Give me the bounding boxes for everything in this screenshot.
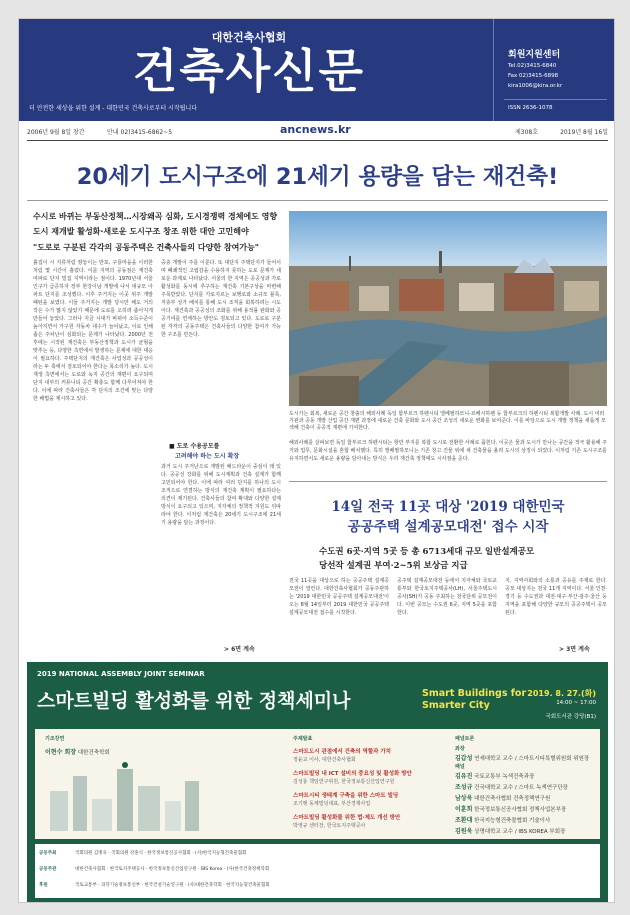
photo-caption: 도시가는 회복, 새로운 공간 창출의 해외사례 독일 함부르크 하펜시티 엘베필하모니-르베시하펜 등 함부르크의 하펜시티 복합개발 사례. 도시 여러 기관과 공동 개발 산업 공간 재편 과정에 새로운 건축 문화와 도시 공간 조성의 새로운 변화를 보여준다. 이를 바탕으로 도시 개발 정책을 새롭게 모색해 건축이 공공적 재편에 기여한다.	[289, 411, 606, 431]
panelist-name: 김원욱	[455, 828, 473, 835]
ad-title-en-line2: Smarter City	[422, 700, 490, 711]
member-support-title: 회원지원센터	[508, 50, 561, 60]
panelist-org: 한국지능형건축물협회 기술이사	[474, 818, 551, 824]
panelist-name: 조성규	[455, 784, 473, 791]
slogan: 더 안전한 세상을 위한 설계 - 대한민국 건축사로부터 시작됩니다	[29, 105, 198, 112]
second-headline-1: 14일 전국 11곳 대상 '2019 대한민국	[331, 499, 565, 515]
ad-title-english	[422, 688, 526, 712]
divider	[27, 200, 608, 201]
second-column-3: 지, 지역사회와의 소통과 공유를 주제로 한다. 공모 대상지는 전국 11개 지역이다. 서울·인천·경기 등 수도권과 대전·대구·부산·광주·울산 등 지역을 포함해 다양한 규모의 공공주택이 공모된다.	[505, 578, 607, 616]
panelist	[455, 804, 566, 813]
panelist-org: 대한건축사협회 건축정책연구원	[474, 796, 551, 802]
guide-phone: 안내 02)3415-6862~5	[107, 129, 173, 136]
panelist-org: 국토교통부 녹색건축과장	[474, 774, 535, 780]
chair-name: 김갑성	[455, 755, 473, 762]
chair-label: 좌장	[455, 746, 465, 752]
lead-column-2b: 과거 도시 주거난으로 개발된 배드타운이 중심이 돼 있다. 공공성 강화를 위해 도시계획과 건축 설계가 함께 고민되어야 한다. 이에 따라 여러 단지를 하나의 도시 조직으로 연결하는 방식의 재건축 계획이 필요하다는 의견이 제기된다. 건축사들의 참여 확대와 다양한 설계 방식이 요구되고 있으며, 지자체의 정책적 지원도 뒤따라야 한다. 이처럼 재건축은 20세기 도시구조에 21세기 용량을 담는 과정이다.	[161, 464, 281, 526]
topic-label: 주제발표	[293, 736, 313, 742]
panelist	[455, 815, 550, 824]
ad-sponsor-logos	[35, 844, 600, 898]
panelist	[455, 782, 568, 791]
lead-subhead-1: 수시로 바뀌는 부동산정책…시장왜곡 심화, 도시경쟁력 경체에도 영향	[33, 212, 278, 221]
ad-date: 2019. 8. 27.(화)	[527, 689, 596, 698]
masthead	[19, 19, 615, 121]
lead-subhead-2: 도시 재개발 활성화·새로운 도시구조 창조 위한 대안 고민해야	[33, 227, 249, 236]
tel-number: Tel.02)3415-6840	[508, 63, 557, 69]
panelist-label: 패널	[455, 764, 465, 770]
topic-speaker: 조기행 동계빌딩대표, 부산경제사업	[293, 801, 371, 807]
lead-column-2: 중층 개발이 주를 이룬다. 또 대단지 주택단지가 들어서며 폐쇄적인 고립감을 수용하지 못하는 도로 문제가 새로운 과제로 나타났다. 서울의 한 지역은 공공성과 가로 활성화를 동시에 추구하는 재건축 기본구상을 마련해 주목받았다. 단지를 가로지르는 보행로와 소규모 블록, 저층부 상가 배치를 통해 도시 조직을 회복하려는 시도이다. 재건축과 공공성의 조화를 위해 용적률 완화와 공공기여를 연계하는 방안도 검토되고 있다. 도로로 구분된 각각의 공동주택은 건축사들의 다양한 참여가 가능한 구조를 만든다.	[161, 260, 281, 338]
publisher-name: 대한건축사협회	[211, 31, 287, 44]
second-subhead-1: 수도권 6곳·지역 5곳 등 총 6713세대 규모 일반설계공모	[319, 547, 535, 557]
ad-place: 국회도서관 강당(B1)	[545, 714, 596, 720]
panelist	[455, 793, 550, 802]
ad-time: 14:00 ~ 17:00	[556, 700, 596, 706]
keynote-name: 이현수 회장	[45, 749, 77, 756]
panelist-name: 조환대	[455, 817, 473, 824]
ad-program-panel	[35, 729, 600, 839]
newspaper-page	[18, 18, 615, 903]
chair	[455, 753, 589, 762]
panelist-org: 한국정보통신공사협회 정책사업본부장	[474, 807, 567, 813]
ad-title-en-line1: Smart Buildings for	[422, 688, 527, 699]
keynote-label: 기조강연	[45, 736, 65, 742]
sponsor-list: 국토교통부 · 과학기술정보통신부 · 한국건설기술연구원 · (사)대한건축학회 · 한국지능형건축물협회	[75, 883, 270, 888]
lead-column-3: 해외사례를 살펴보면 독일 함부르크 하펜시티는 항만 부지를 복합 도시로 전환한 사례로 꼽힌다. 이곳은 물과 도시가 만나는 공간을 적극 활용해 주거와 업무, 문화시설을 혼합 배치했다. 특히 엘베필하모니는 기존 창고 건물 위에 새 건축물을 올려 도시의 상징이 되었다. 이처럼 기존 도시구조를 유지하면서도 새로운 용량을 담아내는 방식은 우리 재건축 정책에도 시사점을 준다.	[289, 440, 607, 462]
newspaper-title: 건축사신문	[132, 44, 366, 98]
divider	[504, 99, 607, 100]
host-list: 국회의원 김병욱 · 국회의원 강훈식 · 한국정보통신공사협회 · (사)한국지능형건축물협회	[75, 851, 247, 856]
divider	[27, 140, 608, 141]
lead-column-1: 흙집이 시 지류처럼 땅놓이는 반포, 구룡마을을 이러한처럼 몇 시간이 흘렀다. 이를 지역의 공동점은 재건축 여파로 단지 밀집 지역이라는 점이다. 1970년대 서울 인구가 급증하자 정부 한강이남 개발에 나서 대규모 아파트 단지를 조성했다. 이후 주거지는 이곳 위주 개발 패턴을 보였다. 이들 주거지는 개발 당시만 해도 거의 작은 수가 많지 않았기 때문에 도로를 오히려 좁아지게 만들어 놓았다. 그러나 지금 시대가 바뀌어 소득수준이 높아지면서 가구원 자동차 대수가 늘어났고, 이로 인해 좁은 주차난이 심화되는 문제가 나타났다. 2000년 전후에는 시작된 재건축은 부동산정책과 도시가 균형을 맞추는 등, 다양한 측면에서 발생하는 문제에 대한 대응이 필요하다. 주택단지의 재건축은 사업성과 공공성이라는 두 축에서 검토되어야 한다는 목소리가 높다. 도시 재생 측면에서는 도로와 녹지 공간의 재편이 요구되며 단지 내부의 커뮤니티 공간 확충도 함께 다루어져야 한다. 이에 따라 건축사들은 각 단지의 조건에 맞는 다양한 해법을 제시하고 있다.	[33, 260, 153, 402]
panelist	[455, 771, 534, 780]
host-label: 공동주최	[39, 851, 57, 856]
second-column-2: 공주택 설계공모대전 등에서 지자체와 국토교통부와 한국토지주택공사(LH), 서울주택도시공사(SH)가 공동 주최하는 전국단위 공모전이다. 이번 공모는 수도권 6곳, 지역 5곳을 포함한다.	[397, 578, 497, 616]
issue-date: 2019년 8월 16일	[560, 129, 608, 136]
sponsor-label: 후원	[39, 883, 48, 888]
panelist-name: 김유진	[455, 773, 473, 780]
second-headline-2: 공공주택 설계공모대전' 접수 시작	[347, 519, 549, 535]
org-label: 공동주관	[39, 867, 57, 872]
hafencity-photo	[289, 211, 607, 406]
chair-org: 연세대학교 교수 / 스마트시티특별위원회 위원장	[474, 756, 590, 762]
lead-quote: "도로로 구분된 각각의 공동주택은 건축사들의 다양한 참여가능"	[33, 243, 259, 252]
ad-top-label: 2019 NATIONAL ASSEMBLY JOINT SEMINAR	[37, 670, 205, 678]
lead-headline: 20세기 도시구조에 21세기 용량을 담는 재건축!	[76, 164, 559, 190]
panelist-name: 남상욱	[455, 795, 473, 802]
founded-date: 2006년 9월 8일 창간	[27, 129, 85, 136]
topic-title: 스마트시티 생태계 구축을 위한 스마트 빌딩	[293, 793, 399, 799]
continued-note: > 6면 계속	[224, 646, 255, 653]
panelist-name: 이훈희	[455, 806, 473, 813]
keynote-speaker	[45, 747, 110, 756]
topic-speaker: 박영규 센터장, 한국토지주택공사	[293, 823, 366, 829]
seminar-ad	[27, 662, 608, 903]
city-illustration	[45, 761, 205, 833]
continued-note: > 3면 계속	[559, 646, 590, 653]
email-address: kira1006@kira.or.kr	[508, 83, 563, 89]
panelist-org: 건국대학교 교수 / 스마트 녹색연구단장	[474, 785, 568, 791]
keynote-org: 대한건축학회	[77, 750, 110, 756]
website-link[interactable]: ancnews.kr	[280, 123, 351, 136]
panelist-org: 상명대학교 교수 / IBS KOREA 부회장	[474, 829, 566, 835]
topic-title: 스마트빌딩 활성화를 위한 법·제도 개선 방안	[293, 815, 401, 821]
org-list: 대한건축사협회 · 한국토지주택공사 · 한국정보통신산업연구원 · IBS Korea · (사)한국건축정책학회	[75, 867, 270, 872]
issn: ISSN 2636-1078	[508, 105, 553, 111]
fax-number: Fax 02)3415-6898	[508, 73, 559, 79]
member-support-box	[493, 19, 615, 121]
second-column-1: 전국 11곳을 대상으로 하는 공공주택 설계공모전이 열린다. 대한건축사협회가 공동주관하는 '2019 대한민국 공공주택 설계공모대전'이 오는 8월 14일부터 2019 대한민국 공공주택 설계공모대전 접수를 시작한다.	[289, 578, 389, 616]
panel-label: 패널토론	[455, 736, 475, 742]
topic-speaker: 정윤교 이사, 대한건축사협회	[293, 757, 356, 763]
divider	[289, 481, 607, 482]
section-subhead: ■ 도로 수용공모를	[169, 443, 220, 450]
second-subhead-2: 당선작 설계권 부여·2~5위 보상금 지급	[319, 561, 468, 571]
ad-title: 스마트빌딩 활성화를 위한 정책세미나	[37, 690, 351, 712]
topic-speaker: 김성룡 책임연구위원, 한국정보통신산업연구원	[293, 779, 395, 785]
panelist	[455, 826, 565, 835]
topic-title: 스마트도시 관점에서 건축의 역할과 가치	[293, 749, 391, 755]
topic-title: 스마트빌딩 내 ICT 설비의 중요성 및 활성화 방안	[293, 771, 412, 777]
info-bar	[27, 123, 608, 137]
issue-number: 제308호	[515, 129, 539, 136]
section-subhead-2: 고려해야 하는 도시 확장	[175, 453, 240, 460]
